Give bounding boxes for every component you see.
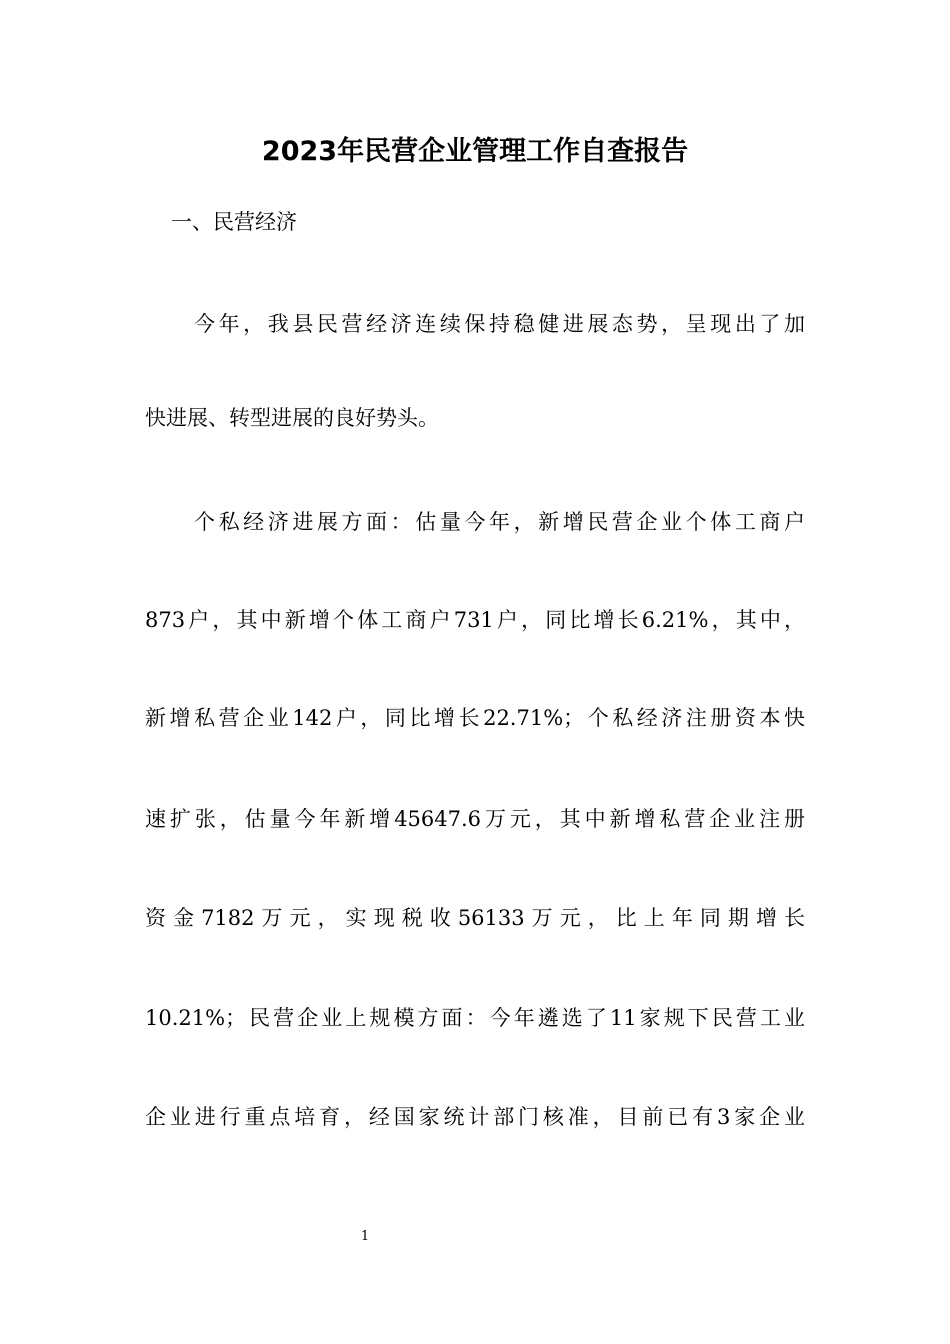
paragraph-line: 10.21%；民营企业上规模方面：今年遴选了11家规下民营工业	[145, 1006, 805, 1030]
paragraph-line: 资金7182万元，实现税收56133万元，比上年同期增长	[145, 906, 805, 930]
section-heading: 一、民营经济	[171, 210, 297, 234]
paragraph-line: 新增私营企业142户，同比增长22.71%；个私经济注册资本快	[145, 706, 805, 730]
paragraph-line: 个私经济进展方面：估量今年，新增民营企业个体工商户	[194, 510, 805, 534]
document-title: 2023年民营企业管理工作自查报告	[261, 136, 689, 167]
paragraph-line: 今年，我县民营经济连续保持稳健进展态势，呈现出了加	[194, 312, 805, 336]
paragraph-line: 企业进行重点培育，经国家统计部门核准，目前已有3家企业	[145, 1105, 805, 1129]
paragraph-line: 快进展、转型进展的良好势头。	[145, 406, 439, 430]
page-number: 1	[360, 1229, 370, 1244]
paragraph-line: 873户，其中新增个体工商户731户，同比增长6.21%，其中，	[145, 608, 805, 632]
paragraph-line: 速扩张，估量今年新增45647.6万元，其中新增私营企业注册	[145, 807, 805, 831]
